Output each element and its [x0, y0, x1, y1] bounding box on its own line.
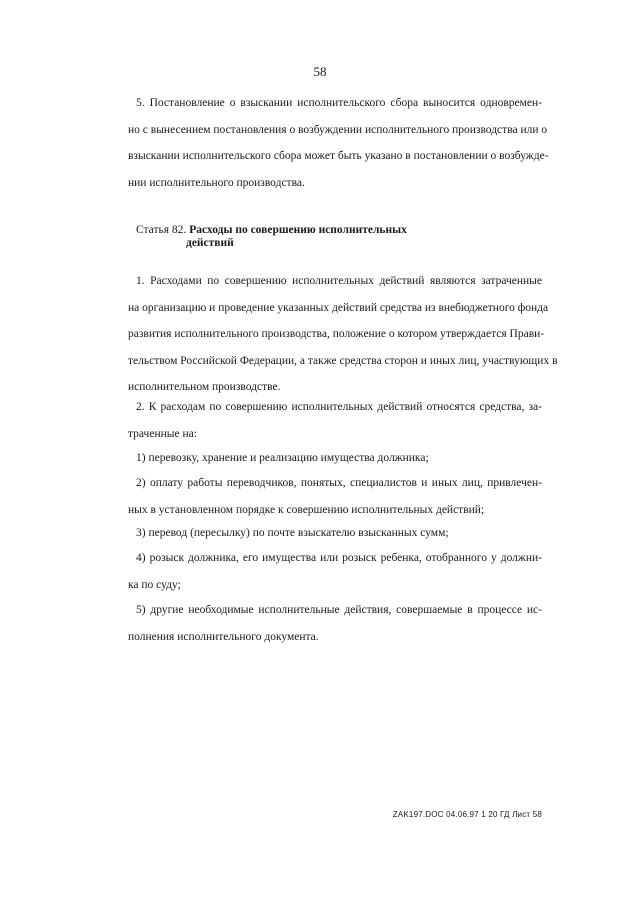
article-title-continued: действий [186, 237, 234, 249]
article-number: Статья 82. [136, 224, 187, 236]
text-line: полнения исполнительного документа. [128, 630, 319, 643]
text-line: траченные на: [128, 427, 197, 440]
text-line: 3) перевод (пересылку) по почте взыскателю взысканных сумм; [136, 527, 449, 539]
document-footer: ZAK197.DOC 04.06.97 1 20 ГД Лист 58 [392, 810, 542, 819]
page-number: 58 [313, 64, 327, 79]
paragraph-5 [128, 90, 549, 196]
text-line: 1) перевозку, хранение и реализацию имущества должника; [136, 452, 429, 464]
text-line: взыскании исполнительского сбора может быть указано в постановлении о возбужде- [128, 150, 549, 162]
text-line: 1. Расходами по совершению исполнительных действий являются затраченные [136, 275, 542, 287]
text-line: на организацию и проведение указанных действий средства из внебюджетного фонда [128, 301, 549, 314]
text-line: ных в установленном порядке к совершению исполнительных действий; [128, 503, 485, 516]
article-title: Расходы по совершению исполнительных [189, 224, 407, 236]
subpoint-1 [128, 445, 542, 472]
text-line: исполнительном производстве. [128, 381, 281, 393]
text-line: тельством Российской Федерации, а также средства сторон и иных лиц, участвующих в [128, 354, 558, 367]
text-line: развития исполнительного производства, положение о котором утверждается Прави- [128, 328, 545, 340]
text-line: 2) оплату работы переводчиков, понятых, специалистов и иных лиц, привлечен- [136, 477, 542, 489]
article-heading [136, 224, 436, 250]
text-line: 5) другие необходимые исполнительные действия, совершаемые в процессе ис- [136, 604, 542, 616]
subpoint-4 [128, 545, 542, 598]
text-line: 2. К расходам по совершению исполнительных действий относятся средства, за- [136, 401, 542, 413]
point-1 [128, 268, 558, 401]
text-line: 5. Постановление о взыскании исполнительского сбора выносится одновремен- [136, 97, 542, 109]
text-line: 4) розыск должника, его имущества или розыск ребенка, отобранного у должни- [136, 552, 542, 564]
text-line: ка по суду; [128, 578, 181, 591]
point-2 [128, 394, 542, 447]
subpoint-5 [128, 597, 542, 650]
text-line: но с вынесением постановления о возбуждении исполнительного производства или о [128, 123, 548, 136]
subpoint-2 [128, 470, 542, 523]
subpoint-3 [128, 520, 542, 547]
text-line: нии исполнительного производства. [128, 176, 305, 189]
